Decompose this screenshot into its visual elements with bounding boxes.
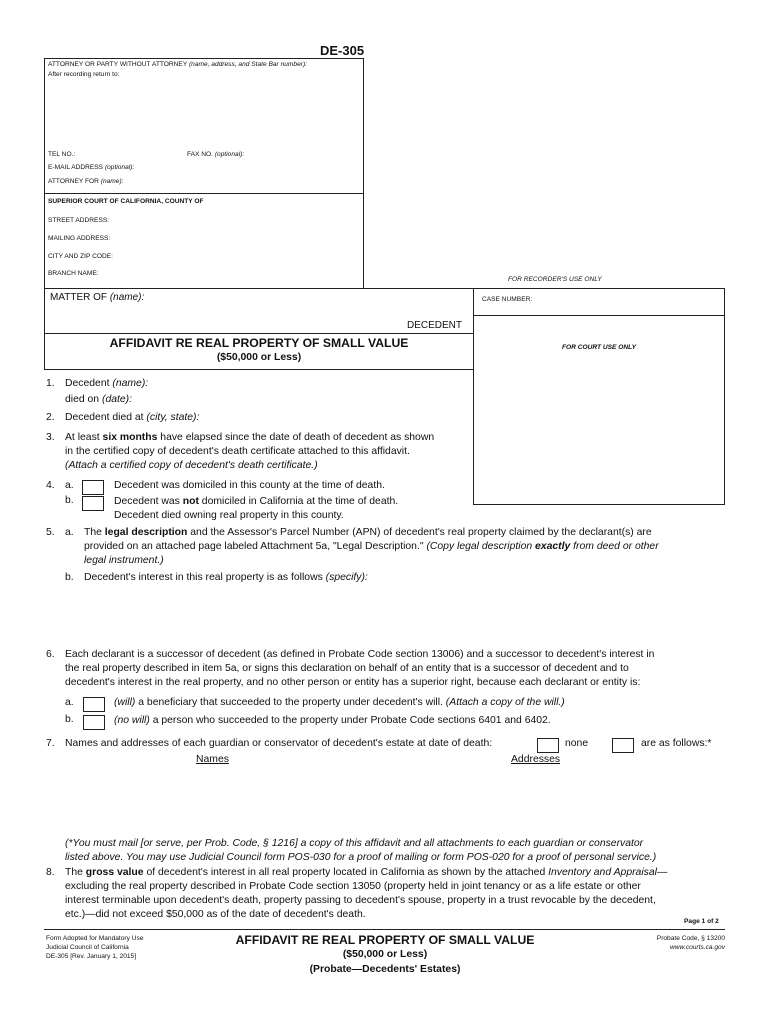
mailing-label: MAILING ADDRESS: xyxy=(48,235,111,242)
item-6a-letter: a. xyxy=(65,697,74,708)
guardian-list-field[interactable] xyxy=(65,770,715,832)
item-3-line-2: in the certified copy of decedent's death certificate attached to this affidavit. xyxy=(65,446,410,457)
item-8-number: 8. xyxy=(46,867,55,878)
decedent-name-field[interactable] xyxy=(160,376,465,390)
title-top-rule xyxy=(44,333,474,334)
item-4a-letter: a. xyxy=(65,480,74,491)
street-label: STREET ADDRESS: xyxy=(48,217,110,224)
item-5a-letter: a. xyxy=(65,527,74,538)
email-optional: (optional): xyxy=(104,164,135,171)
city-field[interactable] xyxy=(125,251,355,262)
decedent-label: DECEDENT xyxy=(407,320,463,331)
item-4b-not: not xyxy=(182,496,199,507)
footer-sub2: (Probate—Decedents' Estates) xyxy=(309,964,461,975)
item-4b-post: domiciled in California at the time of death. xyxy=(201,496,399,507)
recorders-use-label: FOR RECORDER'S USE ONLY xyxy=(508,276,602,283)
item-5a-line-2 xyxy=(84,541,659,552)
form-number: DE-305 xyxy=(320,43,365,58)
attorney-label-detail: (name, address, and State Bar number): xyxy=(188,61,307,68)
item-2-number: 2. xyxy=(46,412,55,423)
after-recording-label: After recording return to: xyxy=(48,71,120,78)
item-1-died-on xyxy=(65,394,132,405)
item-7-number: 7. xyxy=(46,738,55,749)
matter-top-rule xyxy=(44,288,725,289)
item-6-line-2: the real property described in item 5a, or signs this declaration on behalf of an entity that is a successor of decedent and to xyxy=(65,663,629,674)
email-label-text: E-MAIL ADDRESS xyxy=(48,164,104,171)
item-5a-post: and the Assessor's Parcel Number (APN) of decedent's real property claimed by the declarant(s) are xyxy=(190,527,652,538)
footer-rev: DE-305 [Rev. January 1, 2015] xyxy=(46,953,137,960)
item-3-number: 3. xyxy=(46,432,55,443)
item-8-line-1 xyxy=(65,867,667,878)
footer-rule xyxy=(44,929,725,930)
item-6b-body: a person who succeeded to the property under Probate Code sections 6401 and 6402. xyxy=(152,715,551,726)
item-6b-letter: b. xyxy=(65,714,74,725)
item-5a-legal-description: legal description xyxy=(104,527,188,538)
item-6a-body: a beneficiary that succeeded to the property under decedent's will. xyxy=(138,697,443,708)
branch-label: BRANCH NAME: xyxy=(48,270,99,277)
attorney-name-field[interactable] xyxy=(50,82,355,146)
item-4a-checkbox[interactable] xyxy=(82,480,104,495)
case-number-label: CASE NUMBER: xyxy=(482,296,533,303)
fax-label-text: FAX NO. xyxy=(187,151,214,158)
death-place-field[interactable] xyxy=(220,410,465,424)
item-5a-pre: The xyxy=(84,527,102,538)
footer-title: AFFIDAVIT RE REAL PROPERTY OF SMALL VALUE xyxy=(235,933,535,947)
item-4b-letter: b. xyxy=(65,495,74,506)
item-6a-attach: (Attach a copy of the will.) xyxy=(445,697,565,708)
mailing-field[interactable] xyxy=(125,233,355,244)
item-8-gross-value: gross value xyxy=(85,867,144,878)
court-use-label: FOR COURT USE ONLY xyxy=(561,344,637,351)
item-6-number: 6. xyxy=(46,649,55,660)
item-1-date-label: (date): xyxy=(101,394,133,405)
form-subtitle: ($50,000 or Less) xyxy=(216,352,302,363)
item-8-line-2: excluding the real property described in Probate Code section 13050 (property held in joint tenancy or as a life estate or other xyxy=(65,881,641,892)
attorney-for-label xyxy=(48,178,124,185)
footer-council: Judicial Council of California xyxy=(46,944,129,951)
item-1-number: 1. xyxy=(46,378,55,389)
email-label xyxy=(48,164,134,171)
item-8-pre: The xyxy=(65,867,83,878)
court-label: SUPERIOR COURT OF CALIFORNIA, COUNTY OF xyxy=(48,198,204,205)
item-3-a: At least xyxy=(65,432,100,443)
footer-adopted: Form Adopted for Mandatory Use xyxy=(46,935,144,942)
matter-label-text: MATTER OF xyxy=(50,292,108,303)
matter-label-detail: (name): xyxy=(109,292,145,303)
item-6-line-1: Each declarant is a successor of decedent (as defined in Probate Code section 13006) and a successor to decedent's interest in xyxy=(65,649,655,660)
item-4b-checkbox[interactable] xyxy=(82,496,104,511)
item-3-line-1 xyxy=(65,432,434,443)
note-line-2: listed above. You may use Judicial Council form POS-030 for a proof of mailing or form POS-020 for a proof of personal service.) xyxy=(65,852,657,863)
item-6a-checkbox[interactable] xyxy=(83,697,105,712)
attorney-for-field[interactable] xyxy=(140,176,355,187)
item-6b-checkbox[interactable] xyxy=(83,715,105,730)
property-interest-field[interactable] xyxy=(84,588,714,640)
item-5b-letter: b. xyxy=(65,572,74,583)
attorney-label xyxy=(48,61,307,68)
item-7-text: Names and addresses of each guardian or conservator of decedent's estate at date of death: xyxy=(65,738,493,749)
item-4-number: 4. xyxy=(46,480,55,491)
item-7-follows-checkbox[interactable] xyxy=(612,738,634,753)
branch-field[interactable] xyxy=(125,268,355,279)
item-5a-exactly: exactly xyxy=(535,541,571,552)
item-5a-line-2-ital: (Copy legal description xyxy=(426,541,533,552)
matter-name-field[interactable] xyxy=(150,291,465,315)
item-6-line-3: decedent's interest in the real property, and no other person or entity has a superior right, because each declarant or entity is: xyxy=(65,677,641,688)
item-4a-text: Decedent was domiciled in this county at the time of death. xyxy=(114,480,385,491)
header-top-rule xyxy=(44,58,364,59)
attorney-for-text: ATTORNEY FOR xyxy=(48,178,99,185)
street-field[interactable] xyxy=(125,215,355,226)
death-date-field[interactable] xyxy=(140,392,465,406)
item-6a-text xyxy=(114,697,565,708)
item-1-name-label: (name): xyxy=(112,378,149,389)
item-4b-pre: Decedent was xyxy=(114,496,180,507)
page-number: Page 1 of 2 xyxy=(684,918,719,925)
item-6b-no-will: (no will) xyxy=(114,715,150,726)
fax-label xyxy=(187,151,244,158)
item-5-number: 5. xyxy=(46,527,55,538)
item-3-b: have elapsed since the date of death of decedent as shown xyxy=(160,432,435,443)
court-divider xyxy=(44,193,364,194)
case-divider xyxy=(473,288,474,505)
item-5b-specify: (specify): xyxy=(325,572,368,583)
tel-label: TEL NO.: xyxy=(48,151,76,158)
matter-label xyxy=(50,292,144,303)
item-7-none-checkbox[interactable] xyxy=(537,738,559,753)
case-number-field[interactable] xyxy=(545,292,720,312)
footer-subtitle: ($50,000 or Less) xyxy=(342,949,428,960)
footer-code: Probate Code, § 13200 xyxy=(656,935,725,942)
item-8-inventory: Inventory and Appraisal xyxy=(548,867,657,878)
case-bottom-rule xyxy=(473,315,725,316)
item-7-follows-label: are as follows:* xyxy=(641,738,712,749)
tel-field[interactable] xyxy=(85,149,175,160)
item-4b-line-2: Decedent died owning real property in this county. xyxy=(114,510,344,521)
item-2-text: Decedent died at xyxy=(65,412,144,423)
item-8-line-4: etc.)—did not exceed $50,000 as of the date of decedent's death. xyxy=(65,909,366,920)
item-1-died-on-text: died on xyxy=(65,394,100,405)
fax-field[interactable] xyxy=(255,149,355,160)
court-use-bottom-rule xyxy=(473,504,725,505)
item-5a-line-1 xyxy=(84,527,652,538)
item-1-label xyxy=(65,378,148,389)
city-label: CITY AND ZIP CODE: xyxy=(48,253,113,260)
item-8-mid: of decedent's interest in all real property located in California as shown by the attached xyxy=(146,867,546,878)
item-8-dash: — xyxy=(656,867,668,878)
note-line-1: (*You must mail [or serve, per Prob. Code, § 1216] a copy of this affidavit and all attachments to each guardian or conservator xyxy=(65,838,644,849)
item-2-place-label: (city, state): xyxy=(146,412,200,423)
court-use-right-rule xyxy=(724,288,725,505)
item-7-none-label: none xyxy=(565,738,589,749)
attorney-for-detail: (name): xyxy=(100,178,124,185)
item-6b-text xyxy=(114,715,551,726)
item-5a-line-3: legal instrument.) xyxy=(84,555,164,566)
item-4b-line-1 xyxy=(114,496,398,507)
form-title: AFFIDAVIT RE REAL PROPERTY OF SMALL VALUE xyxy=(109,336,409,350)
title-bottom-rule xyxy=(44,369,474,370)
email-field[interactable] xyxy=(150,162,355,173)
attorney-label-text: ATTORNEY OR PARTY WITHOUT ATTORNEY xyxy=(48,61,188,68)
item-5a-line-2-end: from deed or other xyxy=(573,541,659,552)
item-1-decedent: Decedent xyxy=(65,378,110,389)
item-7-names-header: Names xyxy=(196,754,229,765)
item-7-addresses-header: Addresses xyxy=(511,754,561,765)
item-2-label xyxy=(65,412,199,423)
item-5b-text: Decedent's interest in this real property is as follows xyxy=(84,572,323,583)
item-5a-line-2-pre: provided on an attached page labeled Attachment 5a, "Legal Description." xyxy=(84,541,424,552)
county-field[interactable] xyxy=(230,196,355,207)
item-5b-label xyxy=(84,572,368,583)
fax-optional: (optional): xyxy=(214,151,245,158)
item-3-six-months: six months xyxy=(102,432,158,443)
item-3-line-3: (Attach a certified copy of decedent's death certificate.) xyxy=(65,460,318,471)
item-8-line-3: interest terminable upon decedent's death, property passing to decedent's spouse, property in a trust revocable by the decedent, xyxy=(65,895,656,906)
item-6a-will: (will) xyxy=(114,697,136,708)
header-right-rule xyxy=(363,58,364,289)
header-left-rule xyxy=(44,58,45,289)
footer-url[interactable]: www.courts.ca.gov xyxy=(670,944,725,951)
